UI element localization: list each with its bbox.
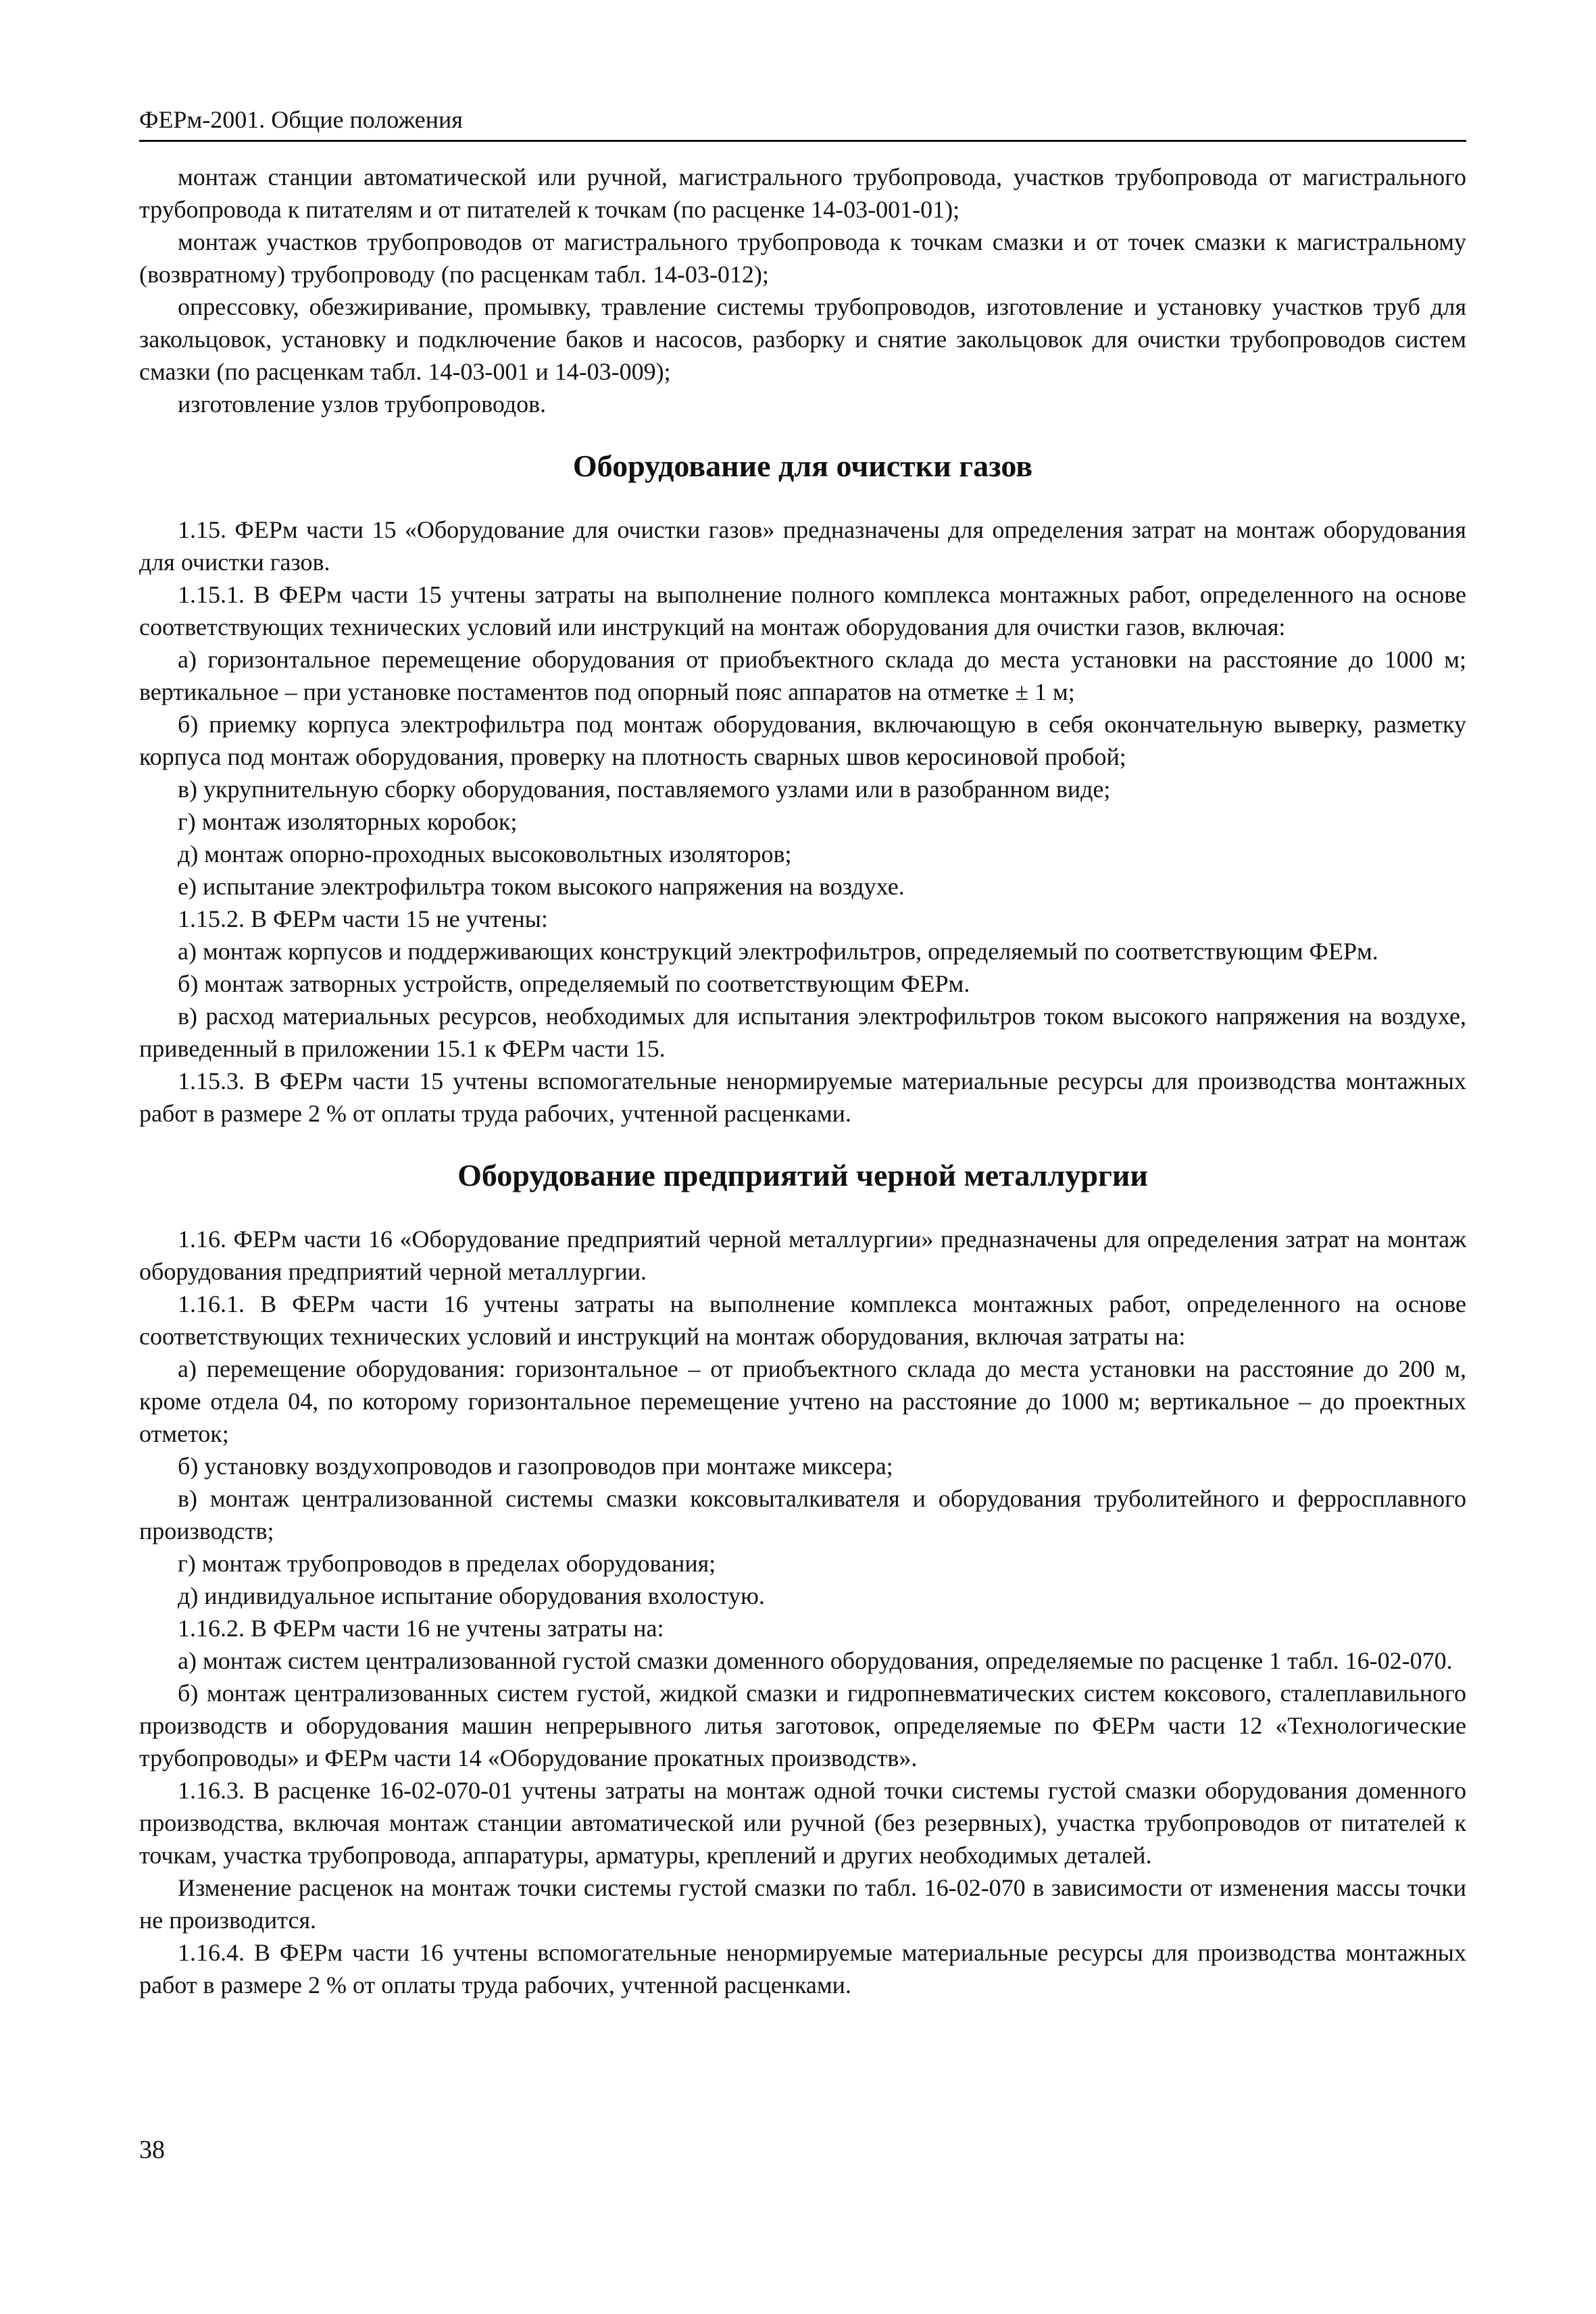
paragraph: 1.15.1. В ФЕРм части 15 учтены затраты на выполнение полного комплекса монтажных работ, определенного на основе соответствующих технических условий или инструкций на монтаж оборудования для очистки газов, включая: xyxy=(139,581,1466,640)
paragraph: опрессовку, обезжиривание, промывку, травление системы трубопроводов, изготовление и установку участков труб для закольцовок, установку и подключение баков и насосов, разборку и снятие закольцовок для очистки трубопроводов систем смазки (по расценкам табл. 14-03-001 и 14-03-009); xyxy=(139,293,1466,385)
paragraph: изготовление узлов трубопроводов. xyxy=(178,391,547,418)
page-content xyxy=(139,161,1466,2001)
paragraph: 1.15.2. В ФЕРм части 15 не учтены: xyxy=(178,905,548,932)
paragraph: 1.16.2. В ФЕРм части 16 не учтены затраты на: xyxy=(178,1615,664,1642)
paragraph: 1.15.3. В ФЕРм части 15 учтены вспомогательные ненормируемые материальные ресурсы для производства монтажных работ в размере 2 % от оплаты труда рабочих, учтенной расценками. xyxy=(139,1067,1466,1127)
paragraph: а) горизонтальное перемещение оборудования от приобъектного склада до места установки на расстояние до 1000 м; вертикальное – при установке постаментов под опорный пояс аппаратов на отметке ± 1 м; xyxy=(139,646,1466,705)
section-heading: Оборудование предприятий черной металлургии xyxy=(457,1158,1148,1192)
paragraph: 1.16.4. В ФЕРм части 16 учтены вспомогательные ненормируемые материальные ресурсы для производства монтажных работ в размере 2 % от оплаты труда рабочих, учтенной расценками. xyxy=(139,1939,1466,1998)
paragraph: 1.16.3. В расценке 16-02-070-01 учтены затраты на монтаж одной точки системы густой смазки оборудования доменного производства, включая монтаж станции автоматической или ручной (без резервных), участка трубопроводов от питателей к точкам, участка трубопровода, аппаратуры, арматуры, креплений и других необходимых деталей. xyxy=(139,1777,1466,1869)
section-heading: Оборудование для очистки газов xyxy=(572,449,1033,483)
paragraph: 1.15. ФЕРм части 15 «Оборудование для очистки газов» предназначены для определения затрат на монтаж оборудования для очистки газов. xyxy=(139,516,1466,576)
paragraph: д) монтаж опорно-проходных высоковольтных изоляторов; xyxy=(178,840,792,867)
section-body xyxy=(139,513,1466,1130)
paragraph: в) расход материальных ресурсов, необходимых для испытания электрофильтров током высокого напряжения на воздухе, приведенный в приложении 15.1 к ФЕРм части 15. xyxy=(139,1003,1466,1062)
paragraph: г) монтаж изоляторных коробок; xyxy=(178,808,518,835)
paragraph: б) монтаж затворных устройств, определяемый по соответствующим ФЕРм. xyxy=(178,970,970,997)
paragraph: в) монтаж централизованной системы смазки коксовыталкивателя и оборудования труболитейного и ферросплавного производств; xyxy=(139,1485,1466,1544)
paragraph: б) монтаж централизованных систем густой, жидкой смазки и гидропневматических систем коксового, сталеплавильного производств и оборудования машин непрерывного литья заготовок, определяемые по ФЕРм части 12 «Технологические трубопроводы» и ФЕРм части 14 «Оборудование прокатных производств». xyxy=(139,1680,1466,1771)
paragraph: в) укрупнительную сборку оборудования, поставляемого узлами или в разобранном виде; xyxy=(178,776,1111,803)
section-body xyxy=(139,1223,1466,2001)
paragraph: 1.16.1. В ФЕРм части 16 учтены затраты на выполнение комплекса монтажных работ, определенного на основе соответствующих технических условий и инструкций на монтаж оборудования, включая затраты на: xyxy=(139,1290,1466,1350)
paragraph: д) индивидуальное испытание оборудования вхолостую. xyxy=(178,1582,765,1609)
paragraph: 1.16. ФЕРм части 16 «Оборудование предприятий черной металлургии» предназначены для определения затрат на монтаж оборудования предприятий черной металлургии. xyxy=(139,1226,1466,1285)
paragraph: а) монтаж систем централизованной густой смазки доменного оборудования, определяемые по расценке 1 табл. 16-02-070. xyxy=(178,1647,1453,1674)
paragraph: монтаж станции автоматической или ручной, магистрального трубопровода, участков трубопровода от магистрального трубопровода к питателям и от питателей к точкам (по расценке 14-03-001-01); xyxy=(139,164,1466,223)
paragraph: Изменение расценок на монтаж точки системы густой смазки по табл. 16-02-070 в зависимости от изменения массы точки не производится. xyxy=(139,1874,1466,1934)
paragraph: а) монтаж корпусов и поддерживающих конструкций электрофильтров, определяемый по соответствующим ФЕРм. xyxy=(178,938,1378,965)
paragraph: б) приемку корпуса электрофильтра под монтаж оборудования, включающую в себя окончательную выверку, разметку корпуса под монтаж оборудования, проверку на плотность сварных швов керосиновой пробой; xyxy=(139,711,1466,770)
paragraph: б) установку воздухопроводов и газопроводов при монтаже миксера; xyxy=(178,1453,893,1480)
paragraph: е) испытание электрофильтра током высокого напряжения на воздухе. xyxy=(178,873,905,900)
paragraph: г) монтаж трубопроводов в пределах оборудования; xyxy=(178,1550,716,1577)
page-number: 38 xyxy=(139,2136,165,2164)
paragraph: монтаж участков трубопроводов от магистрального трубопровода к точкам смазки и от точек смазки к магистральному (возвратному) трубопроводу (по расценкам табл. 14-03-012); xyxy=(139,228,1466,288)
running-header: ФЕРм-2001. Общие положения xyxy=(139,105,1466,142)
paragraph: а) перемещение оборудования: горизонтальное – от приобъектного склада до места установки на расстояние до 200 м, кроме отдела 04, по которому горизонтальное перемещение учтено на расстояние до 1000 м; вертикальное – до проектных отметок; xyxy=(139,1355,1466,1447)
intro-list xyxy=(139,161,1466,420)
